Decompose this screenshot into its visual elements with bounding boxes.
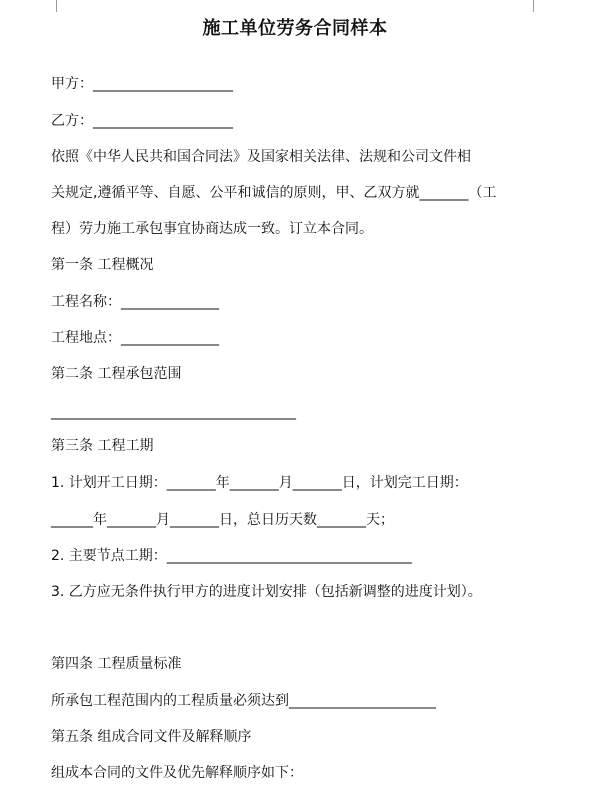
article-4-heading: 第四条 工程质量标准 — [51, 656, 182, 672]
page-corner-mark-right — [533, 0, 550, 12]
preamble-line-1: 依照《中华人民共和国合同法》及国家相关法律、法规和公司文件相 — [51, 149, 471, 165]
article-3-heading: 第三条 工程工期 — [51, 438, 154, 454]
schedule-item-3: 3. 乙方应无条件执行甲方的进度计划安排（包括新调整的进度计划）。 — [51, 584, 482, 600]
schedule-item-2: 2. 主要节点工期：___________________________________ — [51, 548, 412, 564]
documents-order-line: 组成本合同的文件及优先解释顺序如下： — [51, 765, 303, 781]
preamble-line-2: 关规定,遵循平等、自愿、公平和诚信的原则，甲、乙双方就_______（工 — [51, 185, 497, 201]
project-name-line: 工程名称：______________ — [51, 294, 219, 310]
preamble-line-3: 程）劳力施工承包事宜协商达成一致。订立本合同。 — [51, 221, 373, 237]
schedule-item-1b: ______年_______月_______日，总日历天数_______天； — [51, 512, 394, 528]
article-5-heading: 第五条 组成合同文件及解释顺序 — [51, 729, 252, 745]
article-1-heading: 第一条 工程概况 — [51, 257, 154, 273]
page-corner-mark-left — [40, 0, 57, 12]
party-b-line: 乙方：____________________ — [51, 113, 233, 129]
article-2-heading: 第二条 工程承包范围 — [51, 366, 182, 382]
quality-standard-line: 所承包工程范围内的工程质量必须达到_____________________ — [51, 693, 436, 709]
project-location-line: 工程地点：______________ — [51, 330, 219, 346]
document-title: 施工单位劳务合同样本 — [202, 18, 388, 39]
schedule-item-1a: 1. 计划开工日期：_______年_______月_______日，计划完工日期： — [51, 475, 468, 491]
scope-blank-line: ___________________________________ — [51, 404, 296, 420]
party-a-line: 甲方：____________________ — [51, 76, 233, 92]
